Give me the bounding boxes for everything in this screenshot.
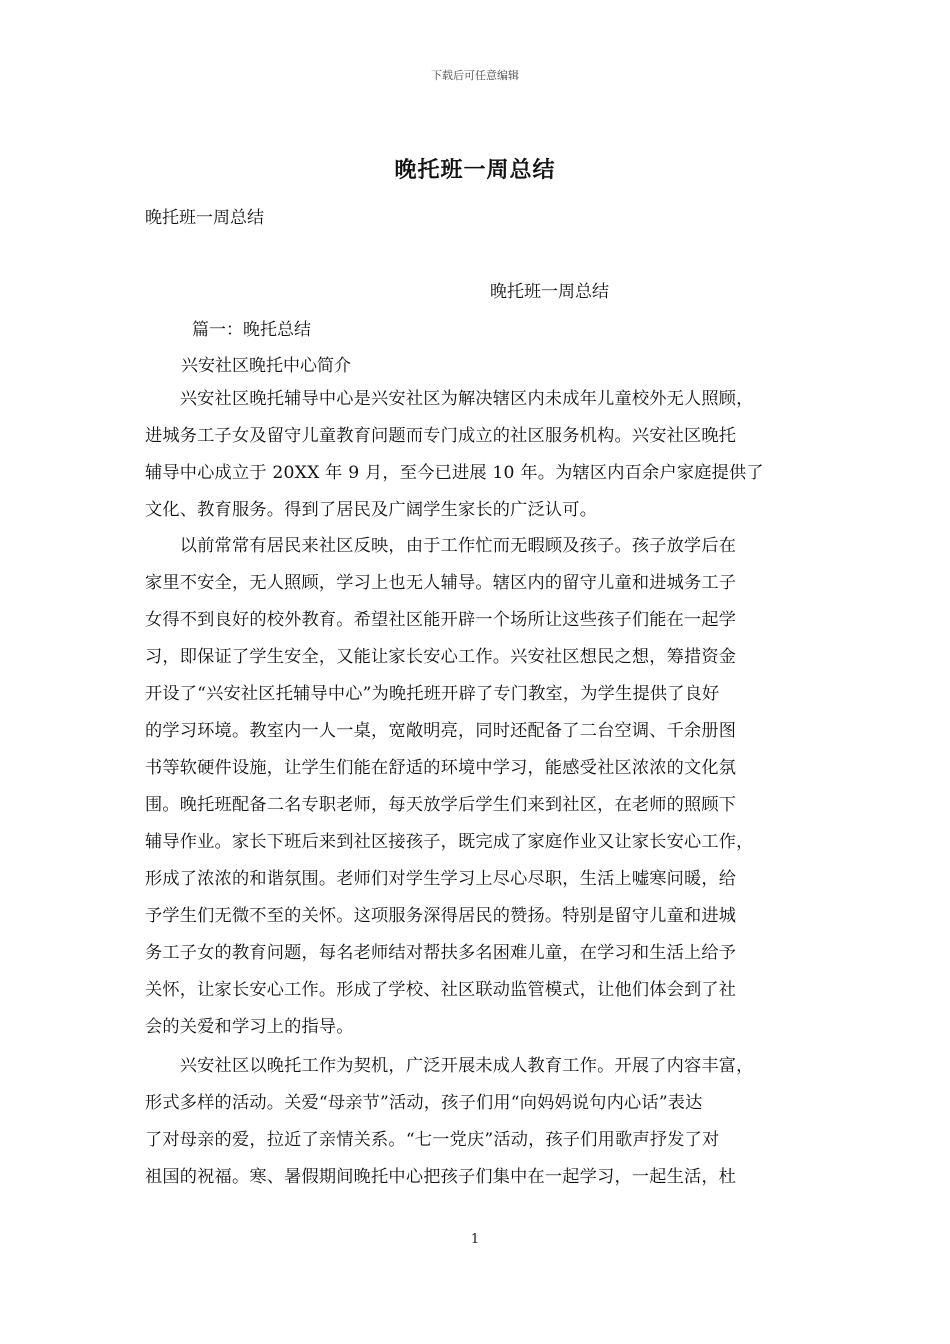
paragraph-line: 开设了“兴安社区托辅导中心”为晚托班开辟了专门教室，为学生提供了良好 [145,684,720,704]
document-subtitle: 晚托班一周总结 [145,208,264,228]
section-heading-2: 兴安社区晚托中心简介 [181,356,351,376]
paragraph-line: 书等软硬件设施，让学生们能在舒适的环境中学习，能感受社区浓浓的文化氛 [145,758,737,778]
centered-heading: 晚托班一周总结 [490,282,609,302]
page-number: 1 [470,1232,480,1247]
paragraph-line: 辅导中心成立于 20XX 年 9 月，至今已进展 10 年。为辖区内百余户家庭提供了 [145,463,764,483]
section-heading-1: 篇一：晚托总结 [192,320,311,340]
paragraph-line: 家里不安全，无人照顾，学习上也无人辅导。辖区内的留守儿童和进城务工子 [145,573,737,593]
paragraph-1 [145,381,817,529]
document-title: 晚托班一周总结 [394,157,556,183]
paragraph-line: 兴安社区以晚托工作为契机，广泛开展未成人教育工作。开展了内容丰富， [145,1056,754,1076]
paragraph-line: 进城务工子女及留守儿童教育问题而专门成立的社区服务机构。兴安社区晚托 [145,426,737,446]
paragraph-line: 习，即保证了学生安全，又能让家长安心工作。兴安社区想民之想，筹措资金 [145,647,737,667]
paragraph-line: 形成了浓浓的和谐氛围。老师们对学生学习上尽心尽职，生活上嘘寒问暖，给 [145,869,737,889]
paragraph-line: 以前常常有居民来社区反映，由于工作忙而无暇顾及孩子。孩子放学后在 [145,536,737,556]
paragraph-line: 文化、教育服务。得到了居民及广阔学生家长的广泛认可。 [145,500,598,520]
paragraph-line: 关怀，让家长安心工作。形成了学校、社区联动监管模式，让他们体会到了社 [145,980,737,1000]
paragraph-line: 务工子女的教育问题，每名老师结对帮扶多名困难儿童，在学习和生活上给予 [145,943,737,963]
paragraph-3 [145,1048,817,1196]
paragraph-line: 予学生们无微不至的关怀。这项服务深得居民的赞扬。特别是留守儿童和进城 [145,906,737,926]
paragraph-line: 的学习环境。教室内一人一桌，宽敞明亮，同时还配备了二台空调、千余册图 [145,721,737,741]
paragraph-line: 了对母亲的爱，拉近了亲情关系。“七一党庆”活动，孩子们用歌声抒发了对 [145,1130,720,1150]
paragraph-line: 女得不到良好的校外教育。希望社区能开辟一个场所让这些孩子们能在一起学 [145,610,737,630]
paragraph-line: 会的关爱和学习上的指导。 [145,1017,354,1037]
paragraph-line: 形式多样的活动。关爱“母亲节”活动，孩子们用“向妈妈说句内心话”表达 [145,1093,703,1113]
paragraph-line: 围。晚托班配备二名专职老师，每天放学后学生们来到社区，在老师的照顾下 [145,795,737,815]
paragraph-line: 祖国的祝福。寒、暑假期间晚托中心把孩子们集中在一起学习，一起生活，杜 [145,1167,737,1187]
paragraph-line: 兴安社区晚托辅导中心是兴安社区为解决辖区内未成年儿童校外无人照顾， [145,389,754,409]
paragraph-line: 辅导作业。家长下班后来到社区接孩子，既完成了家庭作业又让家长安心工作， [145,832,754,852]
page-header-note: 下载后可任意编辑 [431,69,519,82]
paragraph-2 [145,528,817,1046]
